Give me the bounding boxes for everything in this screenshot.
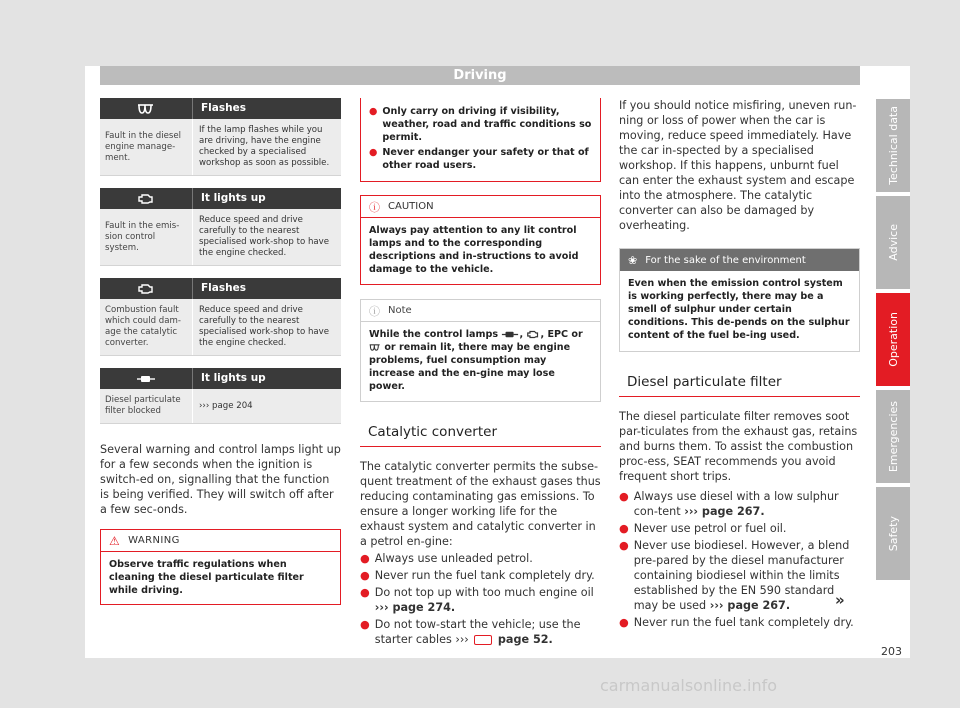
warning-text: Observe traffic regulations when cleaning the diesel particulate filter while driving. <box>109 559 304 596</box>
warning-label: WARNING <box>128 535 180 546</box>
lamp-state: Flashes <box>201 102 246 114</box>
note-label: Note <box>388 305 412 316</box>
lamp-table-2 <box>100 188 341 266</box>
section-title-diesel-particulate-filter: Diesel particulate filter <box>619 374 860 397</box>
list-item: ● Never endanger your safety or that of other road users. <box>369 147 589 171</box>
note-icon: ⓘ <box>369 304 380 318</box>
tab-emergencies[interactable]: Emergencies <box>876 390 910 483</box>
warning-triangle-icon: ⚠ <box>109 533 121 548</box>
page-reference-link[interactable]: page 52. <box>497 633 553 646</box>
lamp-cause: Combustion fault which could dam-age the catalytic converter. <box>100 299 193 355</box>
tab-advice[interactable]: Advice <box>876 196 910 289</box>
watermark: carmanualsonline.info <box>600 676 778 695</box>
emission-control-icon <box>100 188 193 209</box>
lamp-state: It lights up <box>201 192 266 204</box>
caution-text: Always pay attention to any lit control lamps and to the corresponding descriptions and in-structions to avoid damage to the vehicle. <box>369 225 579 275</box>
tab-technical-data[interactable]: Technical data <box>876 99 910 192</box>
page-reference-link[interactable]: ››› page 274. <box>374 601 456 614</box>
tab-operation[interactable]: Operation <box>876 293 910 386</box>
caution-icon: ⓘ <box>369 200 380 214</box>
intro-paragraph: Several warning and control lamps light up for a few seconds when the ignition is switch-ed on, signalling that the function is being verified. They will switch off after a few sec-onds. <box>100 443 341 516</box>
list-item: ● Always use diesel with a low sulphur con-tent ››› page 267. <box>619 490 839 518</box>
environment-text: Even when the emission control system is working perfectly, there may be a smell of sulphur under certain conditions. This de-pends on the sulphur content of the fuel be-ing used. <box>628 278 850 341</box>
emission-control-icon <box>526 330 540 339</box>
dpf-paragraph: The diesel particulate filter removes soot par-ticulates from the exhaust gas, retains and burns them. To assist the combustion proc-ess, SEAT recommends you avoid frequent short trips. <box>619 410 858 483</box>
continue-mark: » <box>835 591 845 609</box>
note-box <box>360 299 601 402</box>
list-item: ● Never use petrol or fuel oil. <box>619 522 787 535</box>
lamp-cause: Fault in the diesel engine manage-ment. <box>100 119 193 175</box>
lamp-state: Flashes <box>201 282 246 294</box>
lamp-action: Reduce speed and drive carefully to the nearest specialised work-shop to have the engine checked. <box>199 305 330 348</box>
page-header: Driving <box>100 66 860 85</box>
environment-flower-icon: ❀ <box>628 253 638 267</box>
warning-continuation-box <box>360 98 601 182</box>
environment-box <box>619 248 860 352</box>
epc-icon: EPC <box>547 329 569 340</box>
glow-plug-icon <box>100 98 193 119</box>
caution-label: CAUTION <box>388 201 434 212</box>
lamp-action: If the lamp flashes while you are driving, have the engine checked by a specialised workshop as soon as possible. <box>199 125 330 168</box>
note-text: While the control lamps , , EPC or or remain lit, there may be engine problems, fuel consumption may increase and the en-gine may lose power. <box>369 329 583 392</box>
misfire-paragraph: If you should notice misfiring, uneven run-ning or loss of power when the car is moving, reduce speed immediately. Have the car in-spected by a specialised workshop. If this happens, unburnt fuel can enter the exhaust system and escape into the atmosphere. The catalytic converter can also be damaged by overheating. <box>619 99 857 232</box>
warning-box <box>100 529 341 605</box>
booklet-reference-icon <box>474 635 492 645</box>
lamp-cause: Fault in the emis-sion control system. <box>100 209 193 265</box>
page-reference-link[interactable]: ››› page 267. <box>684 505 765 518</box>
page-reference-link[interactable]: ››› page 267. <box>709 599 791 612</box>
lamp-action: Reduce speed and drive carefully to the nearest specialised work-shop to have the engine checked. <box>199 215 330 258</box>
caution-box <box>360 195 601 285</box>
page-number: 203 <box>881 645 902 658</box>
glow-plug-icon <box>369 343 381 352</box>
list-item: ● Never run the fuel tank completely dry. <box>360 569 595 582</box>
list-item: ● Never use biodiesel. However, a blend pre-pared by the diesel manufacturer containing biodiesel within the limits established by the EN 590 standard may be used ››› page 267. <box>619 539 850 612</box>
tab-safety[interactable]: Safety <box>876 487 910 580</box>
catalytic-bullet-list <box>360 551 601 647</box>
diesel-particulate-filter-icon <box>501 330 519 339</box>
lamp-table-4 <box>100 368 341 424</box>
lamp-state: It lights up <box>201 372 266 384</box>
list-item: ● Always use unleaded petrol. <box>360 552 533 565</box>
environment-label: For the sake of the environment <box>645 254 806 266</box>
emission-control-icon <box>100 278 193 299</box>
column-3 <box>619 98 860 632</box>
chapter-tabs <box>876 99 910 584</box>
lamp-table-3 <box>100 278 341 356</box>
list-item: ● Do not tow-start the vehicle; use the starter cables ››› page 52. <box>360 618 581 646</box>
section-title-catalytic-converter: Catalytic converter <box>360 424 601 447</box>
list-item: ● Only carry on driving if visibility, weather, road and traffic conditions so permit. <box>369 106 592 143</box>
list-item: ● Never run the fuel tank completely dry. <box>619 616 854 629</box>
catalytic-paragraph: The catalytic converter permits the subse-quent treatment of the exhaust gases thus reducing contaminating gas emissions. To ensure a longer working life for the exhaust system and catalytic converter in a petrol en-gine: <box>360 460 601 548</box>
lamp-table-1 <box>100 98 341 176</box>
column-1 <box>100 98 341 605</box>
diesel-particulate-filter-icon <box>100 368 193 389</box>
dpf-bullet-list <box>619 489 860 630</box>
list-item: ● Do not top up with too much engine oil ››› page 274. <box>360 586 594 614</box>
lamp-cause: Diesel particulate filter blocked <box>100 389 193 423</box>
column-2 <box>360 98 601 649</box>
page-reference-link[interactable]: ››› page 204 <box>199 400 253 411</box>
